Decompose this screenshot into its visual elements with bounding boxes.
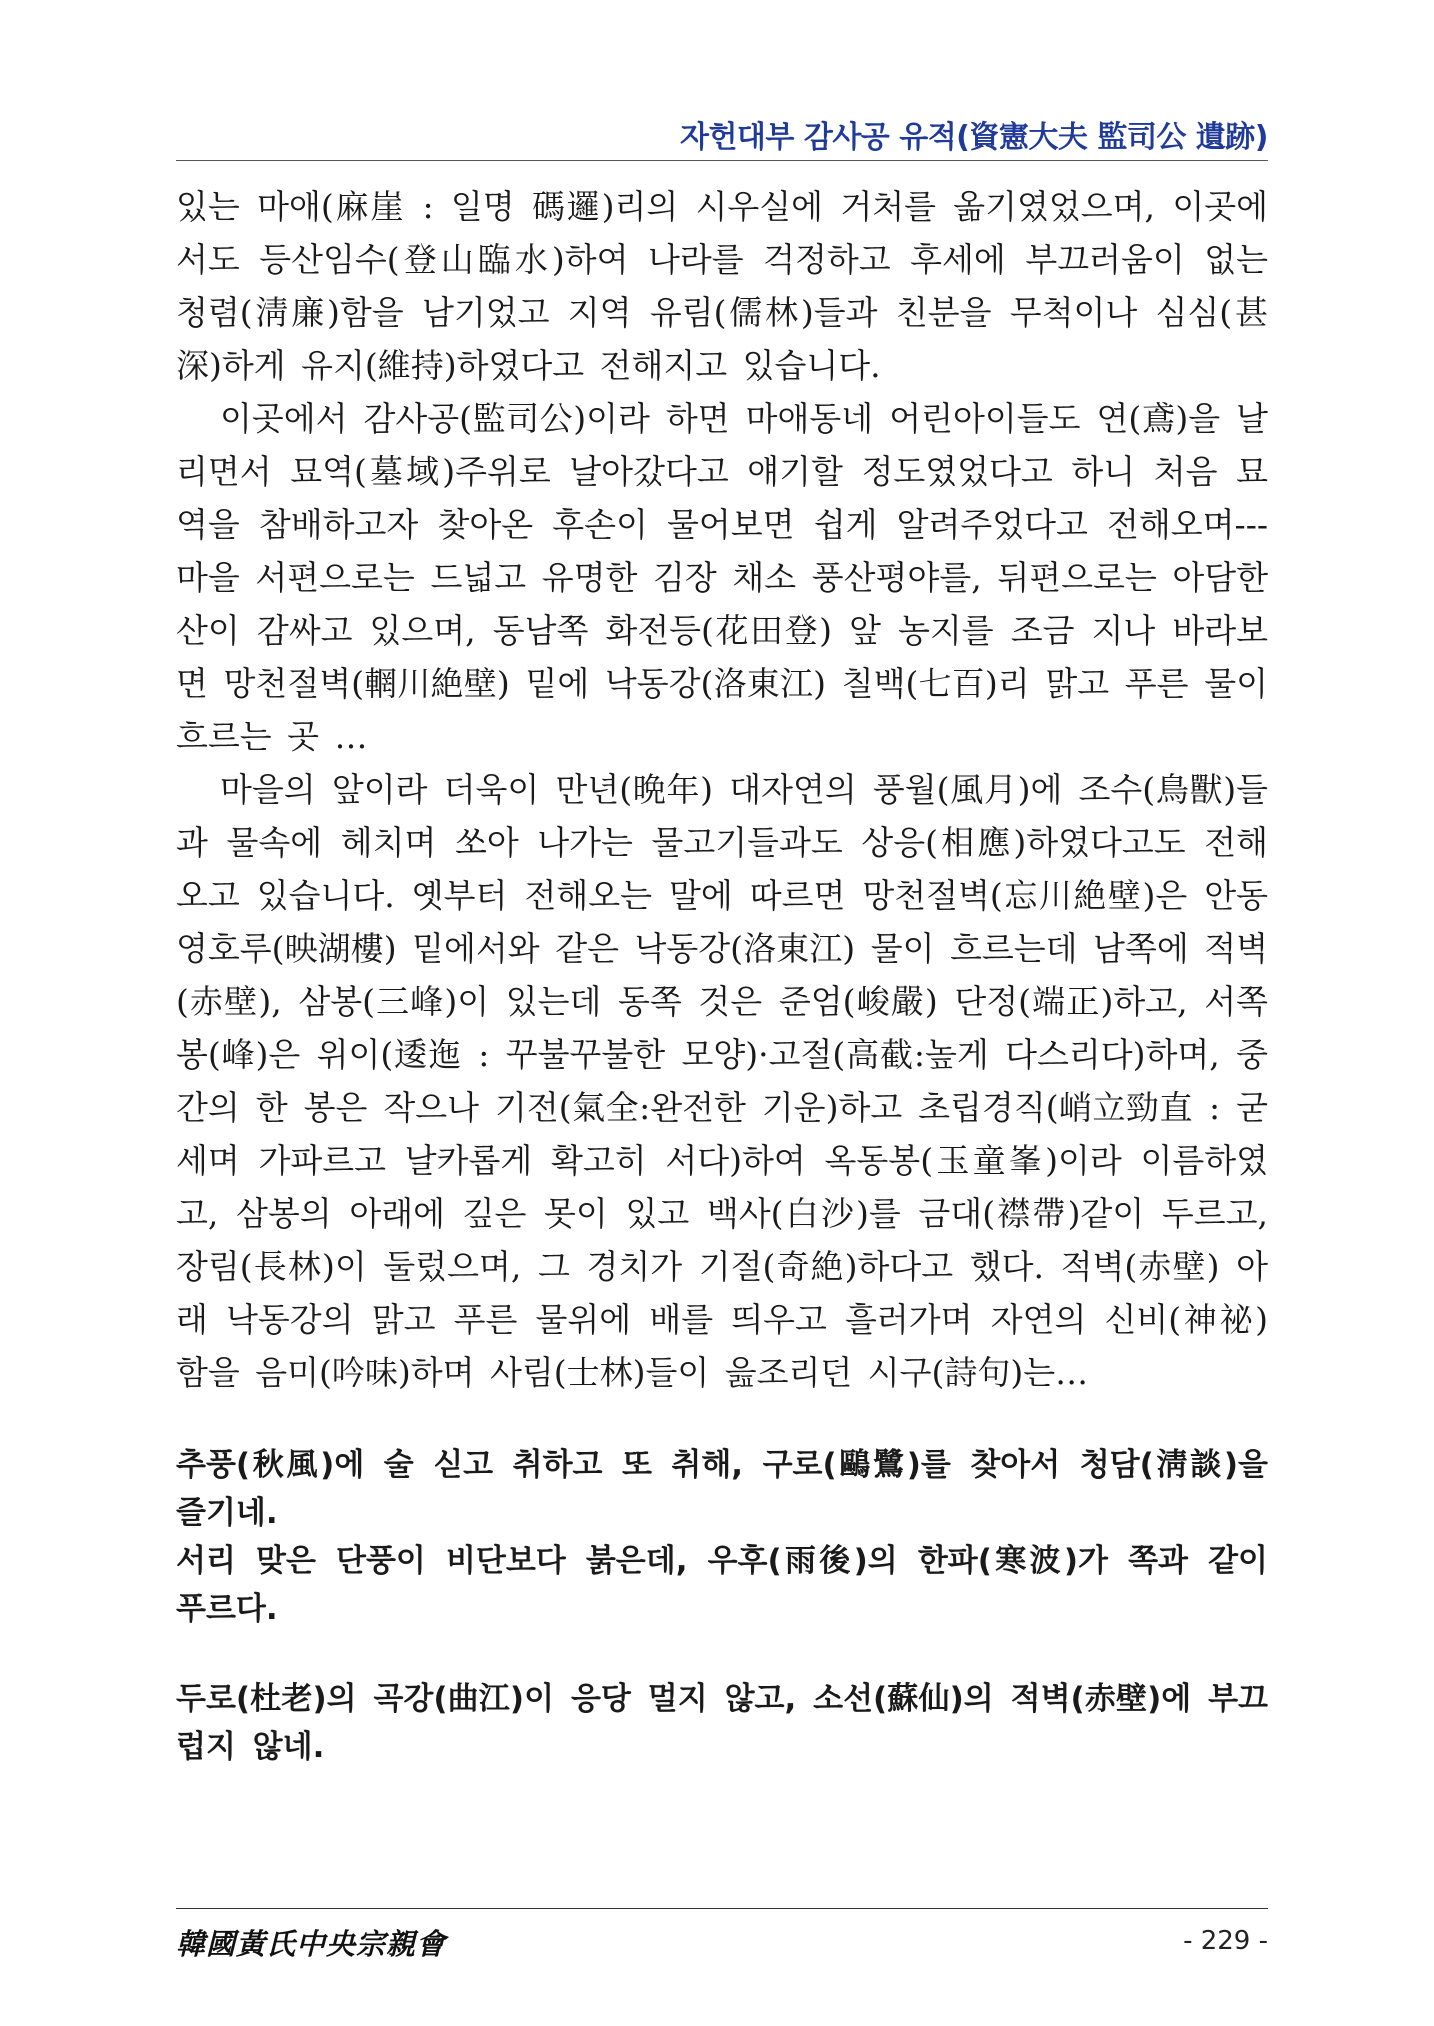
poem-line-3: 두로(杜老)의 곡강(曲江)이 응당 멀지 않고, 소선(蘇仙)의 적벽(赤壁)에 부끄럽지 않네. (176, 1681, 1268, 1765)
page-number: - 229 - (1183, 1926, 1268, 1956)
footer-society-name: 韓國黃氏中央宗親會 (176, 1927, 447, 1961)
body-text (176, 180, 1268, 1813)
poem-line-2: 서리 맞은 단풍이 비단보다 붉은데, 우후(雨後)의 한파(寒波)가 쪽과 같이 푸르다. (176, 1543, 1268, 1627)
paragraph-3: 마을의 앞이라 더욱이 만년(晩年) 대자연의 풍월(風月)에 조수(鳥獸)들과 물속에 헤치며 쏘아 나가는 물고기들과도 상응(相應)하였다고도 전해오고 있습니다. 옛부터 전해오는 말에 따르면 망천절벽(忘川絶壁)은 안동 영호루(映湖樓) 밑에서와 같은 낙동강(洛東江) 물이 흐르는데 남쪽에 적벽(赤壁), 삼봉(三峰)이 있는데 동쪽 것은 준엄(峻嚴) 단정(端正)하고, 서쪽 봉(峰)은 위이(逶迤 : 꾸불꾸불한 모양)·고절(高截:높게 다스리다)하며, 중간의 한 봉은 작으나 기전(氣全:완전한 기운)하고 초립경직(峭立勁直 : 굳세며 가파르고 날카롭게 확고히 서다)하여 옥동봉(玉童峯)이라 이름하였고, 삼봉의 아래에 깊은 못이 있고 백사(白沙)를 금대(襟帶)같이 두르고, 장림(長林)이 둘렀으며, 그 경치가 기절(奇絶)하다고 했다. 적벽(赤壁) 아래 낙동강의 맑고 푸른 물위에 배를 띄우고 흘러가며 자연의 신비(神祕) 함을 음미(吟味)하며 사림(士林)들이 읊조리던 시구(詩句)는… (176, 770, 1268, 1392)
header-divider (176, 160, 1268, 161)
poem-line-1: 추풍(秋風)에 술 싣고 취하고 또 취해, 구로(鷗鷺)를 찾아서 청담(淸談)을 즐기네. (176, 1447, 1268, 1531)
running-header-title: 자헌대부 감사공 유적(資憲大夫 監司公 遺跡) (679, 120, 1268, 155)
paragraph-2: 이곳에서 감사공(監司公)이라 하면 마애동네 어린아이들도 연(鳶)을 날리면서 묘역(墓域)주위로 날아갔다고 얘기할 정도였었다고 하니 처음 묘역을 참배하고자 찾아온 후손이 물어보면 쉽게 알려주었다고 전해오며--- 마을 서편으로는 드넓고 유명한 김장 채소 풍산평야를, 뒤편으로는 아담한 산이 감싸고 있으며, 동남쪽 화전등(花田登) 앞 농지를 조금 지나 바라보면 망천절벽(輞川絶壁) 밑에 낙동강(洛東江) 칠백(七百)리 맑고 푸른 물이 흐르는 곳 … (176, 399, 1268, 756)
paragraph-1: 있는 마애(麻崖 : 일명 碼邏)리의 시우실에 거처를 옮기였었으며, 이곳에서도 등산임수(登山臨水)하여 나라를 걱정하고 후세에 부끄러움이 없는 청렴(淸廉)함을 남기었고 지역 유림(儒林)들과 친분을 무척이나 심심(甚深)하게 유지(維持)하였다고 전해지고 있습니다. (176, 187, 1268, 385)
poem-stanza-2 (176, 1675, 1268, 1771)
footer-divider (176, 1908, 1268, 1909)
poem-stanza-1 (176, 1441, 1268, 1633)
